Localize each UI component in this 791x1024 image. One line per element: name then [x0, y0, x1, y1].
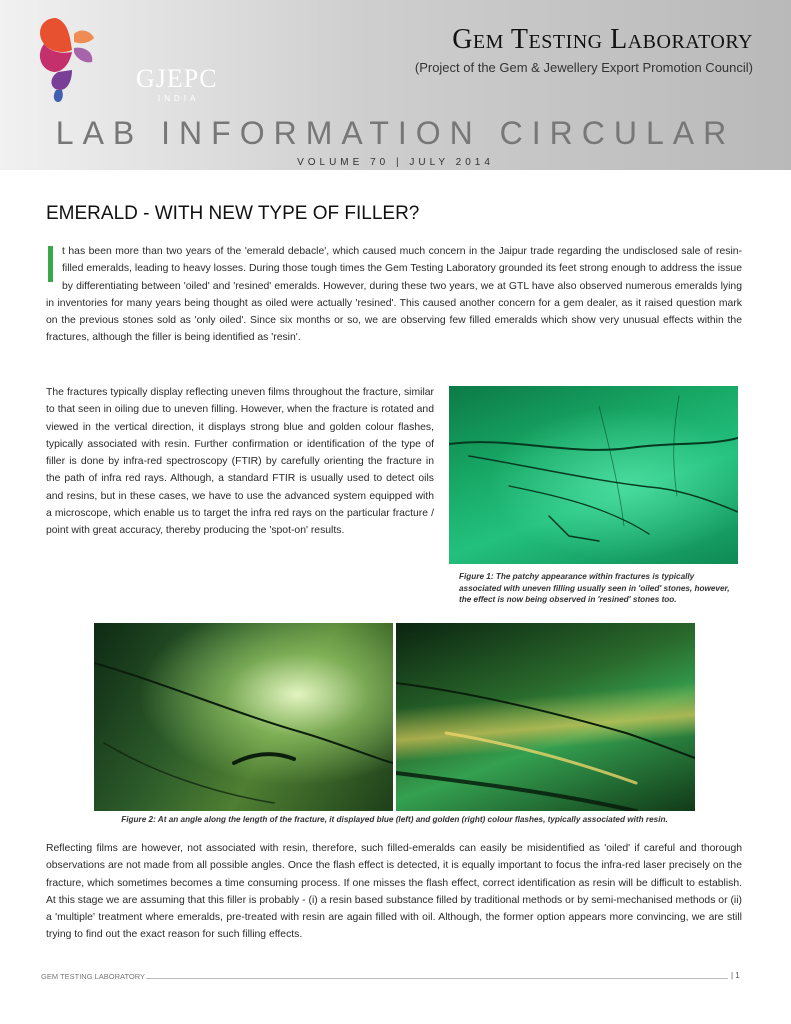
butterfly-logo-icon [34, 14, 114, 104]
gjepc-logo [34, 14, 218, 104]
volume-line: VOLUME 70 | JULY 2014 [297, 157, 494, 168]
figure-2-left-image [94, 623, 393, 811]
golden-flash-fracture-icon [396, 623, 695, 811]
page-header [0, 0, 791, 170]
blue-flash-fracture-icon [94, 623, 393, 811]
drop-cap-bar [48, 246, 53, 282]
footer-rule [146, 978, 728, 979]
logo-text: GJEPC [136, 64, 218, 93]
intro-text: t has been more than two years of the 'emerald debacle', which caused much concern in the Jaipur trade regarding the undisclosed sale of resin-filled emeralds, leading to heavy losses. During those tough times the Gem Testing Laboratory grounded its feet strong enough to address the issue by differentiating between 'oiled' and 'resined' emeralds. However, during these two years, we at GTL have also observed numerous emeralds lying in inventories for many years being thought as oiled were actually 'resined'. This caused another concern for a gem dealer, as it raised question mark on the previous stones sold as 'only oiled'. Since six months or so, we are observing few filled emeralds which show very unusual effects within the fractures, although the filler is being identified as 'resin'. [46, 246, 742, 344]
lab-subtitle: (Project of the Gem & Jewellery Export Promotion Council) [414, 60, 753, 75]
figure-1-caption: Figure 1: The patchy appearance within fractures is typically associated with uneven filling usually seen in 'oiled' stones, however, the effect is now being observed in 'resined' stones too. [459, 572, 730, 604]
figure-2-caption: Figure 2: At an angle along the length of the fracture, it displayed blue (left) and golden (right) colour flashes, typically associated with resin. [121, 815, 668, 824]
circular-title: LAB INFORMATION CIRCULAR [55, 115, 736, 151]
emerald-fracture-icon [449, 386, 738, 564]
figure-1-image [449, 386, 738, 564]
page-number: | 1 [731, 971, 740, 980]
footer-label: GEM TESTING LABORATORY [41, 972, 146, 981]
lab-title: Gem Testing Laboratory [452, 24, 753, 55]
paragraph-3: Reflecting films are however, not associated with resin, therefore, such filled-emeralds can easily be misidentified as 'oiled' if careful and thorough observations are not made from all possible angles. Once the flash effect is detected, it is equally important to focus the infra-red laser precisely on the fracture, which sometimes becomes a time consuming process. If one misses the flash effect, correct identification as resin will be difficult to establish. At this stage we are assuming that this filler is probably - (i) a resin based substance filled by traditional methods or by semi-mechanised methods or (ii) a 'multiple' treatment where emeralds, pre-treated with resin are again filled with oil. Although, the former option appears more convincing, we are still trying to find out the exact reason for such filling effects. [46, 843, 742, 941]
paragraph-2: The fractures typically display reflecting uneven films throughout the fracture, similar to that seen in oiling due to uneven filling. However, when the fracture is rotated and viewed in the vertical direction, it displays strong blue and golden colour flashes, typically associated with resin. Further confirmation or identification of the type of filler is done by infra-red spectroscopy (FTIR) by carefully orienting the fracture in the path of infra red rays. Although, a standard FTIR is usually used to detect oils and resins, but in these cases, we have to use the advanced system equipped with a microscope, which enable us to target the infra red rays on the particular fracture / point with great accuracy, thereby producing the 'spot-on' results. [46, 387, 434, 537]
figure-2-right-image [396, 623, 695, 811]
logo-subtext: INDIA [158, 94, 200, 103]
article-title: EMERALD - WITH NEW TYPE OF FILLER? [46, 203, 420, 224]
intro-paragraph [46, 243, 742, 347]
